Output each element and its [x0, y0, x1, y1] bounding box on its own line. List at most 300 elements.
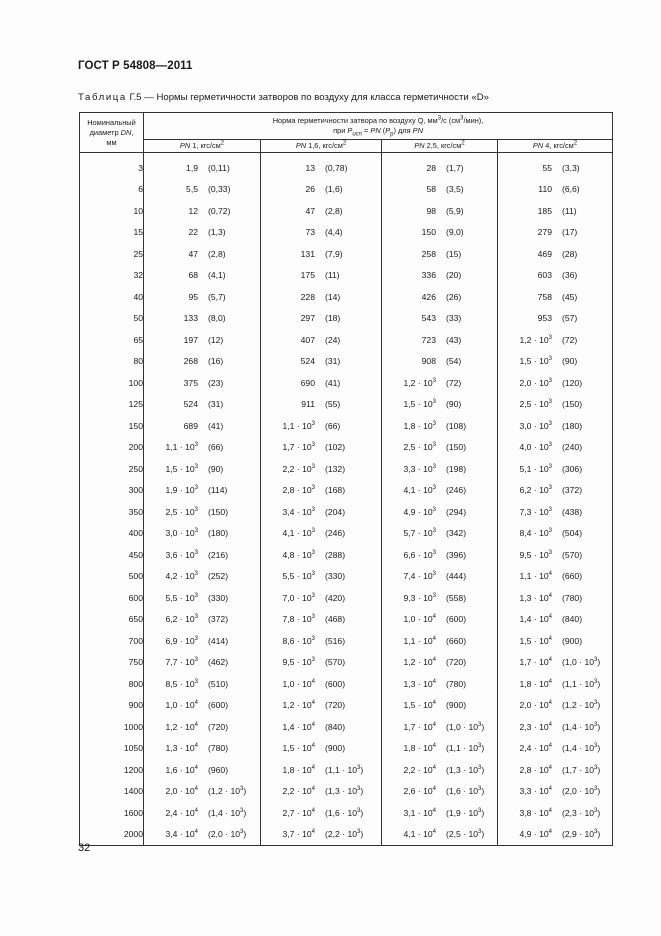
norm-value-mm3s: $4,1 \cdot 10^3$	[403, 485, 436, 496]
norm-value-cm3min: $(1,1 \cdot 10^3)$	[562, 678, 601, 689]
document-code: ГОСТ Р 54808—2011	[78, 60, 193, 72]
norm-cell	[144, 695, 261, 717]
norm-value-mm3s: $1,3 \cdot 10^4$	[165, 743, 198, 754]
norm-cell	[261, 824, 382, 846]
norm-value-cm3min: (1,3)	[208, 227, 226, 238]
norm-value-cm3min: (16)	[208, 356, 224, 367]
norm-value-cm3min: (9,0)	[446, 227, 464, 238]
norm-cell	[261, 587, 382, 609]
norm-value-mm3s: $4,9 \cdot 10^3$	[403, 506, 436, 517]
norm-cell	[498, 802, 613, 824]
norm-value-cm3min: (840)	[562, 614, 583, 625]
norm-cell	[498, 308, 613, 330]
norm-cell	[144, 716, 261, 738]
norm-cell	[261, 695, 382, 717]
norm-value-cm3min: $(2,0 \cdot 10^3)$	[208, 829, 247, 840]
norm-value-mm3s: $2,2 \cdot 10^4$	[282, 786, 315, 797]
norm-value-cm3min: $(2,9 \cdot 10^3)$	[562, 829, 601, 840]
table-row	[80, 695, 613, 717]
norm-value-mm3s: 524	[183, 399, 198, 410]
norm-cell	[144, 308, 261, 330]
norm-value-mm3s: $1,7 \cdot 10^4$	[519, 657, 552, 668]
norm-value-cm3min: (288)	[325, 549, 346, 560]
table-row	[80, 437, 613, 459]
dn-cell: 3	[80, 157, 144, 179]
norm-cell	[144, 394, 261, 416]
dn-cell: 2000	[80, 824, 144, 846]
norm-cell	[498, 157, 613, 179]
norm-value-mm3s: $1,4 \cdot 10^4$	[282, 721, 315, 732]
norm-value-mm3s: $4,9 \cdot 10^4$	[519, 829, 552, 840]
table-row	[80, 716, 613, 738]
dn-cell: 15	[80, 222, 144, 244]
norm-value-mm3s: $2,6 \cdot 10^4$	[403, 786, 436, 797]
table-row	[80, 329, 613, 351]
table-row	[80, 673, 613, 695]
norm-cell	[144, 544, 261, 566]
norm-cell	[498, 630, 613, 652]
norm-cell	[144, 351, 261, 373]
norm-value-cm3min: (90)	[562, 356, 578, 367]
norm-value-mm3s: $2,4 \cdot 10^4$	[165, 807, 198, 818]
norm-value-cm3min: (31)	[208, 399, 224, 410]
norm-cell	[261, 738, 382, 760]
norm-value-mm3s: $1,2 \cdot 10^3$	[519, 334, 552, 345]
norm-value-mm3s: $4,1 \cdot 10^3$	[282, 528, 315, 539]
norm-value-mm3s: $3,8 \cdot 10^4$	[519, 807, 552, 818]
dn-cell: 250	[80, 458, 144, 480]
norm-value-cm3min: (55)	[325, 399, 341, 410]
dn-cell: 600	[80, 587, 144, 609]
norm-cell	[382, 329, 498, 351]
norm-value-cm3min: (900)	[562, 635, 583, 646]
norm-value-cm3min: (198)	[446, 463, 467, 474]
norm-cell	[261, 351, 382, 373]
norm-cell	[261, 286, 382, 308]
norm-value-mm3s: $3,3 \cdot 10^3$	[403, 463, 436, 474]
norm-cell	[144, 437, 261, 459]
norm-value-cm3min: (132)	[325, 463, 346, 474]
norm-value-mm3s: 268	[183, 356, 198, 367]
norm-value-mm3s: $1,0 \cdot 10^4$	[403, 614, 436, 625]
norm-value-cm3min: (342)	[446, 528, 467, 539]
norm-value-cm3min: $(1,2 \cdot 10^3)$	[208, 786, 247, 797]
norm-cell	[261, 566, 382, 588]
norm-value-cm3min: (504)	[562, 528, 583, 539]
norm-value-mm3s: $1,0 \cdot 10^4$	[282, 678, 315, 689]
norm-cell	[382, 415, 498, 437]
norm-value-cm3min: (54)	[446, 356, 462, 367]
norm-cell	[261, 200, 382, 222]
norm-value-cm3min: (0,11)	[208, 162, 230, 173]
norm-value-mm3s: $2,5 \cdot 10^3$	[403, 442, 436, 453]
norm-cell	[261, 179, 382, 201]
dn-cell: 100	[80, 372, 144, 394]
norm-cell	[144, 781, 261, 803]
norm-value-mm3s: 279	[537, 227, 552, 238]
norm-cell	[498, 759, 613, 781]
norm-value-mm3s: $3,0 \cdot 10^3$	[165, 528, 198, 539]
norm-cell	[382, 394, 498, 416]
norm-cell	[144, 587, 261, 609]
norm-value-mm3s: $5,5 \cdot 10^3$	[282, 571, 315, 582]
norm-cell	[498, 716, 613, 738]
norm-value-cm3min: $(1,3 \cdot 10^3)$	[325, 786, 364, 797]
dn-cell: 40	[80, 286, 144, 308]
norm-value-cm3min: (108)	[446, 420, 467, 431]
norm-cell	[382, 243, 498, 265]
norm-value-mm3s: 73	[305, 227, 315, 238]
norm-value-mm3s: $9,5 \cdot 10^3$	[519, 549, 552, 560]
norm-value-mm3s: 758	[537, 291, 552, 302]
norm-value-cm3min: (102)	[325, 442, 346, 453]
norm-value-mm3s: 98	[426, 205, 436, 216]
pn-column-header: PN 1,6, кгс/$см^2$	[261, 140, 382, 153]
norm-cell	[382, 458, 498, 480]
norm-value-cm3min: (17)	[562, 227, 578, 238]
norm-value-mm3s: $3,4 \cdot 10^4$	[165, 829, 198, 840]
dn-cell: 750	[80, 652, 144, 674]
norm-value-cm3min: (15)	[446, 248, 462, 259]
table-row	[80, 265, 613, 287]
table-row	[80, 157, 613, 179]
dn-cell: 450	[80, 544, 144, 566]
norm-cell	[382, 480, 498, 502]
dn-cell: 6	[80, 179, 144, 201]
norm-value-cm3min: (180)	[562, 420, 583, 431]
norm-value-mm3s: $3,1 \cdot 10^4$	[403, 807, 436, 818]
norm-value-mm3s: 336	[421, 270, 436, 281]
norm-value-mm3s: $7,8 \cdot 10^3$	[282, 614, 315, 625]
norm-value-mm3s: $5,7 \cdot 10^3$	[403, 528, 436, 539]
norm-cell	[498, 394, 613, 416]
norm-cell	[498, 652, 613, 674]
norm-value-cm3min: (36)	[562, 270, 578, 281]
table-row	[80, 372, 613, 394]
norm-cell	[261, 609, 382, 631]
table-row	[80, 200, 613, 222]
norm-cell	[382, 222, 498, 244]
norm-value-mm3s: $1,5 \cdot 10^4$	[519, 635, 552, 646]
dn-cell: 1600	[80, 802, 144, 824]
norm-value-mm3s: 689	[183, 420, 198, 431]
norm-value-cm3min: $(1,7 \cdot 10^3)$	[562, 764, 601, 775]
norm-cell	[261, 372, 382, 394]
norm-value-mm3s: 723	[421, 334, 436, 345]
norm-value-cm3min: $(2,3 \cdot 10^3)$	[562, 807, 601, 818]
norm-cell	[498, 351, 613, 373]
norm-cell	[382, 308, 498, 330]
pn-column-header: PN 4, кгс/$см^2$	[498, 140, 613, 153]
norm-value-cm3min: (180)	[208, 528, 229, 539]
norm-cell	[498, 544, 613, 566]
norm-value-mm3s: $2,4 \cdot 10^4$	[519, 743, 552, 754]
norm-value-mm3s: $1,1 \cdot 10^3$	[282, 420, 315, 431]
norm-value-mm3s: 185	[537, 205, 552, 216]
norm-value-cm3min: (31)	[325, 356, 341, 367]
table-row	[80, 351, 613, 373]
norm-cell	[498, 200, 613, 222]
norm-cell	[261, 157, 382, 179]
norm-cell	[382, 501, 498, 523]
norm-value-mm3s: $1,1 \cdot 10^4$	[519, 571, 552, 582]
norm-value-cm3min: $(1,1 \cdot 10^3)$	[325, 764, 364, 775]
norm-cell	[144, 738, 261, 760]
norm-value-mm3s: $1,3 \cdot 10^4$	[403, 678, 436, 689]
norm-value-cm3min: (780)	[446, 678, 467, 689]
dn-cell: 1050	[80, 738, 144, 760]
norm-value-mm3s: 131	[300, 248, 315, 259]
norm-value-cm3min: (516)	[325, 635, 346, 646]
norm-value-mm3s: 110	[538, 184, 552, 195]
norm-value-cm3min: (720)	[325, 700, 346, 711]
dn-cell: 650	[80, 609, 144, 631]
norm-value-mm3s: $3,3 \cdot 10^4$	[519, 786, 552, 797]
table-row	[80, 286, 613, 308]
norm-value-mm3s: $1,8 \cdot 10^4$	[403, 743, 436, 754]
table-row	[80, 652, 613, 674]
norm-value-cm3min: (3,5)	[446, 184, 464, 195]
norm-value-mm3s: $2,0 \cdot 10^3$	[519, 377, 552, 388]
norm-value-cm3min: (252)	[208, 571, 229, 582]
norm-value-cm3min: (150)	[446, 442, 467, 453]
norm-cell	[382, 437, 498, 459]
norm-cell	[498, 501, 613, 523]
norm-cell	[144, 265, 261, 287]
norm-value-cm3min: $(1,6 \cdot 10^3)$	[325, 807, 364, 818]
table-row	[80, 394, 613, 416]
norm-cell	[382, 738, 498, 760]
norm-value-cm3min: (2,8)	[325, 205, 343, 216]
norm-value-mm3s: 47	[305, 205, 315, 216]
norm-cell	[382, 824, 498, 846]
norm-value-cm3min: (558)	[446, 592, 467, 603]
norm-cell	[382, 200, 498, 222]
norm-cell	[382, 673, 498, 695]
norm-value-mm3s: 407	[300, 334, 315, 345]
norm-value-cm3min: (150)	[562, 399, 583, 410]
norm-cell	[382, 695, 498, 717]
norm-value-mm3s: $7,7 \cdot 10^3$	[165, 657, 198, 668]
norm-value-mm3s: $1,5 \cdot 10^4$	[282, 743, 315, 754]
norm-value-mm3s: 150	[421, 227, 436, 238]
dn-cell: 1000	[80, 716, 144, 738]
norm-value-mm3s: $9,5 \cdot 10^3$	[282, 657, 315, 668]
norm-cell	[498, 738, 613, 760]
norm-value-cm3min: $(1,6 \cdot 10^3)$	[446, 786, 485, 797]
table-row	[80, 523, 613, 545]
norm-cell	[382, 759, 498, 781]
norm-value-cm3min: (33)	[446, 313, 462, 324]
dn-cell: 50	[80, 308, 144, 330]
norm-value-cm3min: (414)	[208, 635, 229, 646]
table-row	[80, 480, 613, 502]
norm-value-cm3min: (306)	[562, 463, 583, 474]
norm-cell	[498, 372, 613, 394]
norm-cell	[261, 329, 382, 351]
norm-cell	[261, 437, 382, 459]
norm-value-mm3s: $3,6 \cdot 10^3$	[165, 549, 198, 560]
norm-value-mm3s: 908	[421, 356, 436, 367]
caption-text: Г.5 — Нормы герметичности затворов по воздуху для класса герметичности «D»	[126, 92, 489, 103]
norm-value-mm3s: $1,8 \cdot 10^4$	[519, 678, 552, 689]
norm-value-cm3min: $(1,1 \cdot 10^3)$	[446, 743, 485, 754]
norm-value-cm3min: (510)	[208, 678, 229, 689]
norm-value-cm3min: $(1,0 \cdot 10^3)$	[562, 657, 601, 668]
norm-value-mm3s: 68	[188, 270, 198, 281]
norm-cell	[382, 630, 498, 652]
table-row	[80, 587, 613, 609]
norm-value-mm3s: $3,7 \cdot 10^4$	[282, 829, 315, 840]
norm-cell	[261, 716, 382, 738]
norm-cell	[144, 566, 261, 588]
norm-cell	[144, 222, 261, 244]
norm-value-mm3s: 47	[188, 248, 198, 259]
norm-cell	[144, 630, 261, 652]
norm-value-mm3s: $1,2 \cdot 10^4$	[282, 700, 315, 711]
norm-value-cm3min: (43)	[446, 334, 462, 345]
norm-value-mm3s: 375	[183, 377, 198, 388]
norm-cell	[144, 329, 261, 351]
norm-value-cm3min: (45)	[562, 291, 578, 302]
norm-value-mm3s: $8,5 \cdot 10^3$	[165, 678, 198, 689]
norm-value-cm3min: $(1,2 \cdot 10^3)$	[562, 700, 601, 711]
norm-value-mm3s: $1,6 \cdot 10^4$	[165, 764, 198, 775]
dn-cell: 80	[80, 351, 144, 373]
dn-cell: 65	[80, 329, 144, 351]
dn-cell: 1400	[80, 781, 144, 803]
norm-cell	[261, 802, 382, 824]
norm-cell	[144, 802, 261, 824]
norm-value-cm3min: (168)	[325, 485, 346, 496]
norm-cell	[382, 179, 498, 201]
norm-value-cm3min: (23)	[208, 377, 224, 388]
norm-cell	[144, 415, 261, 437]
dn-cell: 800	[80, 673, 144, 695]
norm-cell	[382, 566, 498, 588]
dn-cell: 500	[80, 566, 144, 588]
norm-value-mm3s: $1,5 \cdot 10^4$	[403, 700, 436, 711]
norm-cell	[144, 652, 261, 674]
norm-value-mm3s: $7,3 \cdot 10^3$	[519, 506, 552, 517]
norm-value-mm3s: $1,4 \cdot 10^4$	[519, 614, 552, 625]
norm-cell	[144, 286, 261, 308]
dn-column-header: Номинальный диаметр DN, мм	[80, 113, 144, 153]
dn-cell: 700	[80, 630, 144, 652]
dn-cell: 25	[80, 243, 144, 265]
norm-cell	[144, 523, 261, 545]
norm-value-mm3s: $4,2 \cdot 10^3$	[165, 571, 198, 582]
norm-cell	[498, 243, 613, 265]
norm-value-cm3min: (150)	[208, 506, 229, 517]
dn-cell: 10	[80, 200, 144, 222]
norm-value-cm3min: (120)	[562, 377, 583, 388]
norm-value-mm3s: $6,9 \cdot 10^3$	[165, 635, 198, 646]
norm-value-mm3s: $1,1 \cdot 10^4$	[403, 635, 436, 646]
norm-value-mm3s: $4,1 \cdot 10^4$	[403, 829, 436, 840]
norm-value-cm3min: (4,1)	[208, 270, 226, 281]
table-row	[80, 458, 613, 480]
norm-cell	[261, 415, 382, 437]
dn-cell: 900	[80, 695, 144, 717]
norm-cell	[382, 652, 498, 674]
dn-cell: 32	[80, 265, 144, 287]
table-row	[80, 759, 613, 781]
norm-value-mm3s: 426	[421, 291, 436, 302]
table-row	[80, 781, 613, 803]
norm-cell	[261, 673, 382, 695]
norm-value-cm3min: (26)	[446, 291, 462, 302]
dn-cell: 350	[80, 501, 144, 523]
norm-value-cm3min: (5,7)	[208, 291, 226, 302]
dn-cell: 300	[80, 480, 144, 502]
table-row	[80, 179, 613, 201]
norm-value-cm3min: $(2,2 \cdot 10^3)$	[325, 829, 364, 840]
norm-value-mm3s: $2,8 \cdot 10^4$	[519, 764, 552, 775]
norm-cell	[498, 437, 613, 459]
norm-value-cm3min: (240)	[562, 442, 583, 453]
pn-column-header: PN 1, кгс/$см^2$	[144, 140, 261, 153]
norm-value-cm3min: (3,3)	[562, 162, 580, 173]
norm-value-mm3s: $5,5 \cdot 10^3$	[165, 592, 198, 603]
norm-cell	[144, 759, 261, 781]
norm-value-cm3min: (660)	[562, 571, 583, 582]
norm-cell	[261, 458, 382, 480]
norm-value-cm3min: (14)	[325, 291, 341, 302]
norm-value-cm3min: (41)	[325, 377, 341, 388]
tightness-norms-table	[79, 112, 613, 846]
table-row	[80, 738, 613, 760]
norm-value-cm3min: (720)	[446, 657, 467, 668]
norm-value-cm3min: (570)	[325, 657, 346, 668]
norm-value-mm3s: 524	[300, 356, 315, 367]
norm-value-cm3min: (246)	[446, 485, 467, 496]
norm-cell	[144, 372, 261, 394]
norm-value-mm3s: $8,6 \cdot 10^3$	[282, 635, 315, 646]
norm-value-mm3s: 175	[300, 270, 315, 281]
norm-value-cm3min: (396)	[446, 549, 467, 560]
norm-value-cm3min: (90)	[208, 463, 224, 474]
norm-value-mm3s: $1,5 \cdot 10^3$	[519, 356, 552, 367]
norm-value-mm3s: 5,5	[186, 184, 198, 195]
norm-value-cm3min: (0,33)	[208, 184, 231, 195]
table-row	[80, 222, 613, 244]
norm-value-mm3s: $2,8 \cdot 10^3$	[282, 485, 315, 496]
norm-value-mm3s: $1,5 \cdot 10^3$	[403, 399, 436, 410]
norm-value-mm3s: 28	[426, 162, 436, 173]
norm-value-cm3min: (840)	[325, 721, 346, 732]
norm-value-cm3min: (8,0)	[208, 313, 226, 324]
norm-cell	[382, 286, 498, 308]
dn-cell: 200	[80, 437, 144, 459]
dn-cell: 150	[80, 415, 144, 437]
norm-cell	[498, 329, 613, 351]
table-row	[80, 802, 613, 824]
norm-value-cm3min: (1,6)	[325, 184, 343, 195]
norm-value-mm3s: $1,1 \cdot 10^3$	[165, 442, 198, 453]
norm-cell	[144, 458, 261, 480]
norm-value-cm3min: (204)	[325, 506, 346, 517]
norm-value-cm3min: (780)	[562, 592, 583, 603]
norm-cell	[144, 501, 261, 523]
norm-value-cm3min: (114)	[208, 485, 228, 496]
norm-cell	[498, 480, 613, 502]
norm-cell	[261, 394, 382, 416]
norm-cell	[382, 351, 498, 373]
norm-cell	[144, 200, 261, 222]
norm-value-cm3min: (468)	[325, 614, 346, 625]
norm-value-mm3s: 13	[305, 162, 315, 173]
